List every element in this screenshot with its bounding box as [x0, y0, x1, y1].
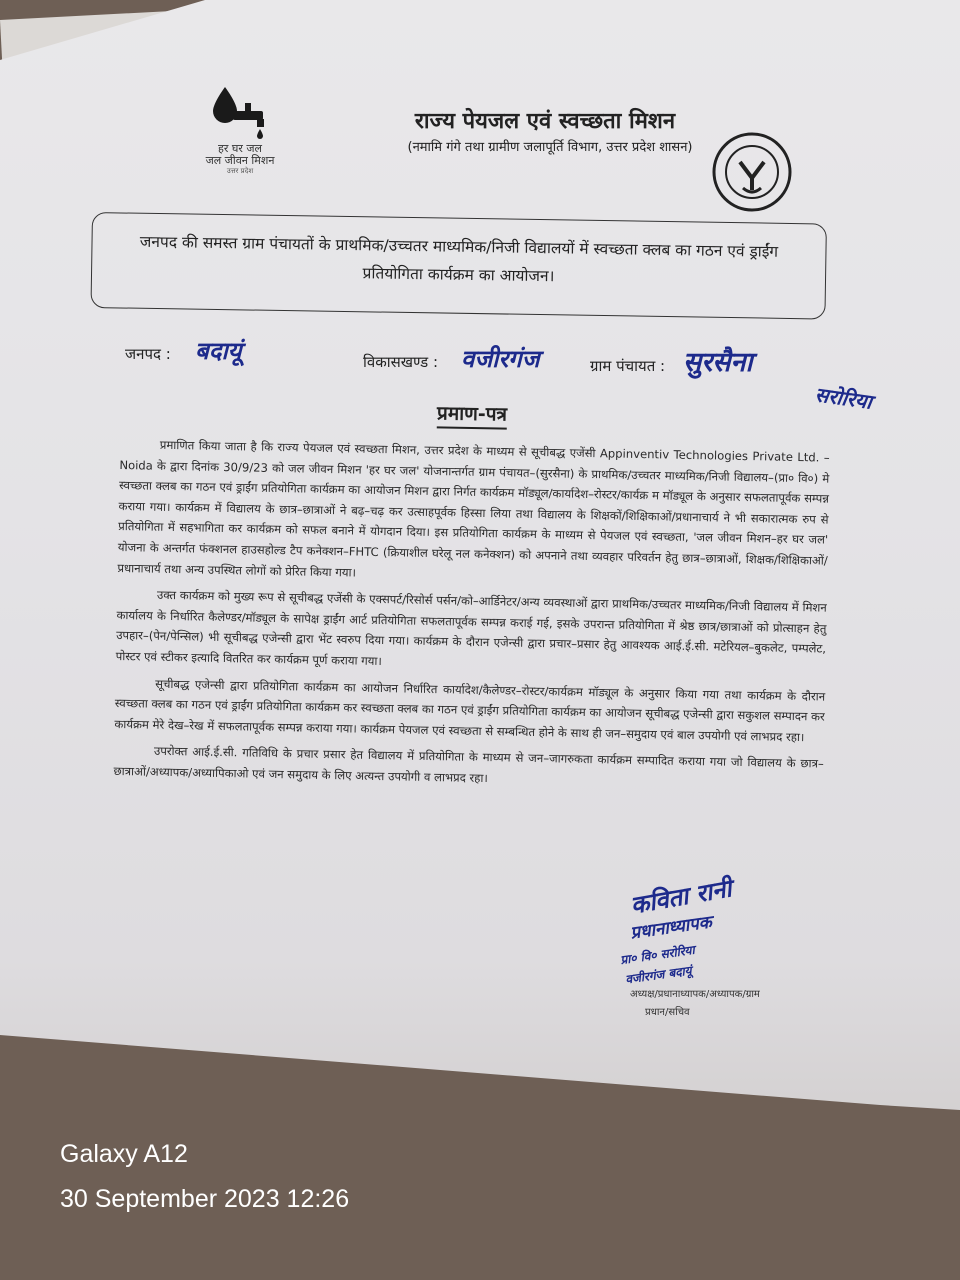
- jal-jeevan-mission-logo: [185, 85, 295, 176]
- paragraph-4: उपरोक्त आई.ई.सी. गतिविधि के प्रचार प्रसार हेत विद्यालय में प्रतियोगिता के माध्यम से जन–जागरुकता कार्यक्रम सम्पादित कराया गया जो विद्यालय के छात्र–छात्राओं/अध्यापक/अध्यापिकाओ एवं जन समुदाय के लिए अत्यन्त उपयोगी व लाभप्रद रहा।: [113, 744, 824, 786]
- signatory-caption: अध्यक्ष/प्रधानाध्यापक/अध्यापक/ग्राम: [630, 989, 760, 1000]
- certificate-body: [113, 434, 830, 801]
- paragraph-2: उक्त कार्यक्रम को मुख्य रूप से सूचीबद्ध एजेंसी के एक्सपर्ट/रिसोर्स पर्सन/को–आर्डिनेटर/अन्य व्यवस्थाओं द्वारा प्राथमिक/उच्चतर माध्यमिक/निजी विद्यालय में मिशन कार्यालय के निर्धारित कैलेण्डर/मॉड्यूल के सापेक्ष ड्राईंग आर्ट प्रतियोगिता सफलतापूर्वक सम्पन्न कराई गई, इसके उपरान्त प्रतियोगिता में श्रेष्ठ छात्र/छात्राओं को प्रोत्साहन हेतु उपहार–(पेन/पेन्सिल) भी सूचीबद्ध एजेन्सी द्वारा भेंट स्वरुप दिया गया। कार्यक्रम के दौरान एजेन्सी द्वारा प्रचार–प्रसार हेतु आवश्यक आई.ई.सी. मटेरियल–बुकलेट, पम्पलेट, पोस्टर एवं स्टीकर इत्यादि वितरित कर कार्यक्रम पूर्ण कराया गया।: [115, 587, 827, 669]
- logo-caption: हर घर जल: [218, 142, 262, 155]
- certificate-heading: प्रमाण-पत्र: [437, 399, 507, 429]
- signature-block: [600, 873, 840, 1030]
- logo-subcaption: जल जीवन मिशन: [205, 154, 275, 167]
- seal-icon: [710, 130, 794, 214]
- gram-panchayat-value: सुरसैना: [683, 347, 753, 378]
- signature-designation: प्रधानाध्यापक: [629, 912, 713, 944]
- subject-box: जनपद की समस्त ग्राम पंचायतों के प्राथमिक/उच्चतर माध्यमिक/निजी विद्यालयों में स्वच्छता क्लब का गठन एवं ड्राईंग प्रतियोगिता कार्यक्रम का आयोजन।: [90, 212, 826, 320]
- timestamp-watermark: 30 September 2023 12:26: [60, 1185, 350, 1213]
- janpad-label: जनपद :: [125, 345, 171, 363]
- signatory-caption-2: प्रधान/सचिव: [645, 1007, 690, 1018]
- vikaskhand-value: वजीरगंज: [461, 344, 540, 373]
- vikaskhand-label: विकासखण्ड :: [363, 353, 439, 371]
- up-government-seal: [710, 130, 794, 218]
- device-watermark: Galaxy A12: [60, 1140, 188, 1168]
- water-tap-icon: [205, 85, 275, 143]
- logo-state: उत्तर प्रदेश: [226, 167, 254, 175]
- signature-name: कविता रानी: [628, 873, 734, 920]
- school-stamp: प्रा० वि० सरोरिया: [619, 942, 696, 968]
- janpad-value: बदायूं: [195, 336, 242, 365]
- gram-panchayat-label: ग्राम पंचायत :: [590, 357, 666, 375]
- mission-title: राज्य पेयजल एवं स्वच्छता मिशन: [414, 109, 676, 134]
- paragraph-1: प्रमाणित किया जाता है कि राज्य पेयजल एवं स्वच्छता मिशन, उत्तर प्रदेश के माध्यम से सूचीबद्ध एजेंसी Appinventiv Technologies Private Ltd. – Noida के द्वारा दिनांक 30/9/23 को जल जीवन मिशन 'हर घर जल' योजनान्तर्गत ग्राम पंचायत–(सुरसैना) के प्राथमिक/उच्चतर माध्यमिक/निजी विद्यालय–(प्रा० वि०) मे स्वच्छता क्लब का गठन एवं ड्राईंग प्रतियोगिता कार्यक्रम का आयोजन मिशन द्वारा निर्गत कार्यक्रम मॉड्यूल/कार्यादेश–रोस्टर/कार्यक्र म मॉड्यूल के अनुसार सफलतापूर्वक सम्पन्न कराया गया। कार्यक्रम में विद्यालय के छात्र–छात्राओं ने बढ़–चढ़ कर उत्साहपूर्वक हिस्सा लिया तथा विद्यालय के शिक्षकों/शिक्षिकाओं/प्रधानाचार्य ने भी सकारात्मक रुप से प्रतियोगिता में सहभागिता कर कार्यक्रम को सफल बनाने में योगदान दिया। इस प्रतियोगिता कार्यक्रम के माध्यम से पेयजल एवं स्वच्छता, 'जल जीवन मिशन–हर घर जल' योजना के अन्तर्गत फंक्शनल हाउसहोल्ड टैप कनेक्शन–FHTC (क्रियाशील घरेलू नल कनेक्शन) को अपनाने तथा व्यवहार परिवर्तन हेतु छात्र–छात्राओं, शिक्षक/शिक्षिकाओं/प्रधानाचार्य तथा अन्य उपस्थित लोगों को प्रेरित किया गया।: [117, 437, 830, 580]
- gram-panchayat-extra: सरोरिया: [813, 382, 874, 414]
- block-stamp: वजीरगंज बदायूं: [624, 963, 693, 987]
- paragraph-3: सूचीबद्ध एजेन्सी द्वारा प्रतियोगिता कार्यक्रम का आयोजन निर्धारित कार्यादेश/कैलेण्डर–रोस्टर/कार्यक्रम मॉड्यूल के अनुसार किया गया तथा कार्यक्रम के दौरान स्वच्छता क्लब का गठन एवं ड्राईंग प्रतियोगिता कार्यक्रम कर स्वच्छता क्लब का गठन एवं ड्राईंग प्रतियोगिता कार्यक्रम का आयोजन सूचीबद्ध एजेन्सी द्वारा सकुशल सम्पादन कर कार्यक्रम मेरे देख–रेख में सफलतापूर्वक सम्पन्न कराया गया। कार्यक्रम पेयजल एवं स्वच्छता से सम्बन्धित होने के साथ ही जन–समुदाय एवं बाल उपयोगी एवं लाभप्रद रहा।: [114, 676, 826, 744]
- letterhead: [185, 85, 905, 215]
- mission-subtitle: (नमामि गंगे तथा ग्रामीण जलापूर्ति विभाग, उत्तर प्रदेश शासन): [407, 140, 693, 155]
